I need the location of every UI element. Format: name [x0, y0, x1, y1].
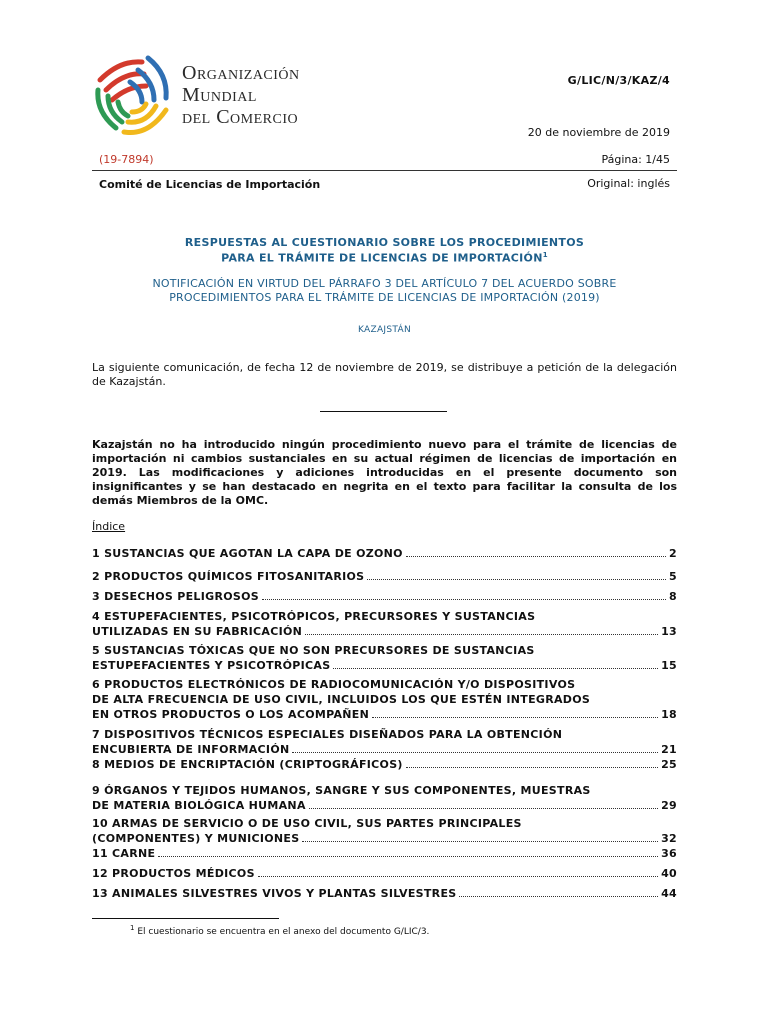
toc-entry[interactable] — [92, 569, 677, 584]
toc-entry-text: 9 ÓRGANOS Y TEJIDOS HUMANOS, SANGRE Y SUS COMPONENTES, MUESTRAS — [92, 784, 591, 797]
org-name-line2: Mundial — [182, 84, 257, 106]
document-title — [92, 237, 677, 265]
toc-entry-text: ENCUBIERTA DE INFORMACIÓN — [92, 743, 290, 756]
statement-paragraph: Kazajstán no ha introducido ningún procedimiento nuevo para el trámite de licencias de importación ni cambios sustanciales en su actual régimen de licencias de importación en 2019. Las modificaciones y adiciones introducidas en el presente documento son insignificantes y se han destacado en negrita en el texto para facilitar la consulta de los demás Miembros de la OMC. — [92, 438, 677, 507]
toc-leader-dots — [305, 624, 658, 635]
toc-page-number: 36 — [661, 847, 677, 860]
toc-leader-dots — [459, 886, 658, 897]
toc-leader-dots — [302, 831, 658, 842]
org-name-line1: Organización — [182, 62, 300, 84]
toc-entry-text: DE MATERIA BIOLÓGICA HUMANA — [92, 799, 306, 812]
toc-leader-dots — [258, 866, 658, 877]
committee-name: Comité de Licencias de Importación — [99, 178, 321, 191]
toc-entry-text: (COMPONENTES) Y MUNICIONES — [92, 832, 300, 845]
document-symbol: G/LIC/N/3/KAZ/4 — [567, 74, 670, 87]
toc-leader-dots — [262, 589, 666, 600]
toc-page-number: 15 — [661, 659, 677, 672]
toc-page-number: 8 — [669, 590, 677, 603]
toc-entry-line — [92, 569, 677, 584]
toc-leader-dots — [292, 742, 658, 753]
original-language: Original: inglés — [587, 177, 670, 190]
toc-leader-dots — [309, 798, 658, 809]
subtitle-line1: NOTIFICACIÓN EN VIRTUD DEL PÁRRAFO 3 DEL ARTÍCULO 7 DEL ACUERDO SOBRE — [152, 277, 617, 290]
toc-page-number: 25 — [661, 758, 677, 771]
toc-entry-text: EN OTROS PRODUCTOS O LOS ACOMPAÑEN — [92, 708, 370, 721]
toc-entry-text: 12 PRODUCTOS MÉDICOS — [92, 867, 255, 880]
reference-number: (19-7894) — [99, 153, 154, 166]
toc-page-number: 44 — [661, 887, 677, 900]
toc-entry-text: 10 ARMAS DE SERVICIO O DE USO CIVIL, SUS PARTES PRINCIPALES — [92, 817, 522, 830]
organization-name — [182, 62, 402, 128]
footnote-text: El cuestionario se encuentra en el anexo del documento G/LIC/3. — [137, 927, 430, 937]
toc-leader-dots — [372, 707, 658, 718]
toc-page-number: 21 — [661, 743, 677, 756]
toc-entry-text: DE ALTA FRECUENCIA DE USO CIVIL, INCLUIDOS LOS QUE ESTÉN INTEGRADOS — [92, 693, 591, 706]
toc-entry[interactable] — [92, 816, 677, 846]
title-footnote-mark: 1 — [542, 251, 548, 259]
toc-entry-line — [92, 546, 677, 561]
toc-entry[interactable] — [92, 677, 677, 722]
toc-entry-text: 8 MEDIOS DE ENCRIPTACIÓN (CRIPTOGRÁFICOS) — [92, 758, 403, 771]
toc-entry-line — [92, 742, 677, 757]
toc-entry[interactable] — [92, 609, 677, 639]
toc-leader-dots — [367, 569, 666, 580]
toc-entry-line — [92, 846, 677, 861]
separator-line — [320, 411, 447, 412]
org-name-line3: del Comercio — [182, 106, 299, 128]
toc-entry-text: 4 ESTUPEFACIENTES, PSICOTRÓPICOS, PRECURSORES Y SUSTANCIAS — [92, 610, 536, 623]
toc-entry-text: 7 DISPOSITIVOS TÉCNICOS ESPECIALES DISEÑADOS PARA LA OBTENCIÓN — [92, 728, 563, 741]
toc-page-number: 13 — [661, 625, 677, 638]
document-subtitle — [92, 277, 677, 305]
toc-page-number: 18 — [661, 708, 677, 721]
country-name: KAZAJSTÁN — [358, 325, 411, 335]
toc-entry-text: 1 SUSTANCIAS QUE AGOTAN LA CAPA DE OZONO — [92, 547, 403, 560]
wto-logo-icon — [90, 50, 178, 142]
toc-entry-line — [92, 866, 677, 881]
header-divider — [92, 170, 677, 171]
title-line1: RESPUESTAS AL CUESTIONARIO SOBRE LOS PROCEDIMIENTOS — [184, 236, 585, 249]
title-line2: PARA EL TRÁMITE DE LICENCIAS DE IMPORTACIÓN — [221, 251, 543, 265]
toc-leader-dots — [333, 658, 658, 669]
subtitle-line2: PROCEDIMIENTOS PARA EL TRÁMITE DE LICENCIAS DE IMPORTACIÓN (2019) — [169, 291, 600, 304]
document-date: 20 de noviembre de 2019 — [527, 126, 670, 139]
footnote-divider — [92, 918, 279, 919]
toc-entry-line — [92, 707, 677, 722]
toc-entry[interactable] — [92, 589, 677, 604]
toc-entry-text: 5 SUSTANCIAS TÓXICAS QUE NO SON PRECURSORES DE SUSTANCIAS — [92, 644, 535, 657]
toc-page-number: 32 — [661, 832, 677, 845]
toc-entry-text: ESTUPEFACIENTES Y PSICOTRÓPICAS — [92, 659, 331, 672]
toc-page-number: 29 — [661, 799, 677, 812]
toc-entry[interactable] — [92, 886, 677, 901]
toc-entry-line — [92, 589, 677, 604]
toc-entry-line — [92, 798, 677, 813]
toc-entry-line — [92, 658, 677, 673]
toc-entry-line — [92, 831, 677, 846]
toc-entry-text: UTILIZADAS EN SU FABRICACIÓN — [92, 625, 303, 638]
index-heading: Índice — [92, 520, 126, 533]
toc-entry-text: 2 PRODUCTOS QUÍMICOS FITOSANITARIOS — [92, 570, 365, 583]
toc-entry[interactable] — [92, 846, 677, 861]
toc-entry-line — [92, 886, 677, 901]
toc-entry[interactable] — [92, 757, 677, 772]
toc-entry-text: 3 DESECHOS PELIGROSOS — [92, 590, 259, 603]
toc-entry[interactable] — [92, 727, 677, 757]
intro-paragraph: La siguiente comunicación, de fecha 12 de noviembre de 2019, se distribuye a petición de la delegación de Kazajstán. — [92, 361, 677, 388]
toc-entry[interactable] — [92, 783, 677, 813]
footnote-mark: 1 — [130, 924, 135, 932]
toc-entry-text: 6 PRODUCTOS ELECTRÓNICOS DE RADIOCOMUNICACIÓN Y/O DISPOSITIVOS — [92, 678, 576, 691]
toc-entry[interactable] — [92, 643, 677, 673]
toc-entry-line — [92, 624, 677, 639]
toc-entry-text: 13 ANIMALES SILVESTRES VIVOS Y PLANTAS SILVESTRES — [92, 887, 457, 900]
toc-entry-line — [92, 757, 677, 772]
toc-page-number: 2 — [669, 547, 677, 560]
toc-page-number: 40 — [661, 867, 677, 880]
toc-page-number: 5 — [669, 570, 677, 583]
toc-entry-text: 11 CARNE — [92, 847, 156, 860]
toc-entry[interactable] — [92, 546, 677, 561]
toc-leader-dots — [406, 546, 666, 557]
toc-entry[interactable] — [92, 866, 677, 881]
page-number: Página: 1/45 — [601, 153, 670, 166]
toc-leader-dots — [158, 846, 658, 857]
footnote — [130, 924, 429, 937]
toc-leader-dots — [406, 757, 658, 768]
